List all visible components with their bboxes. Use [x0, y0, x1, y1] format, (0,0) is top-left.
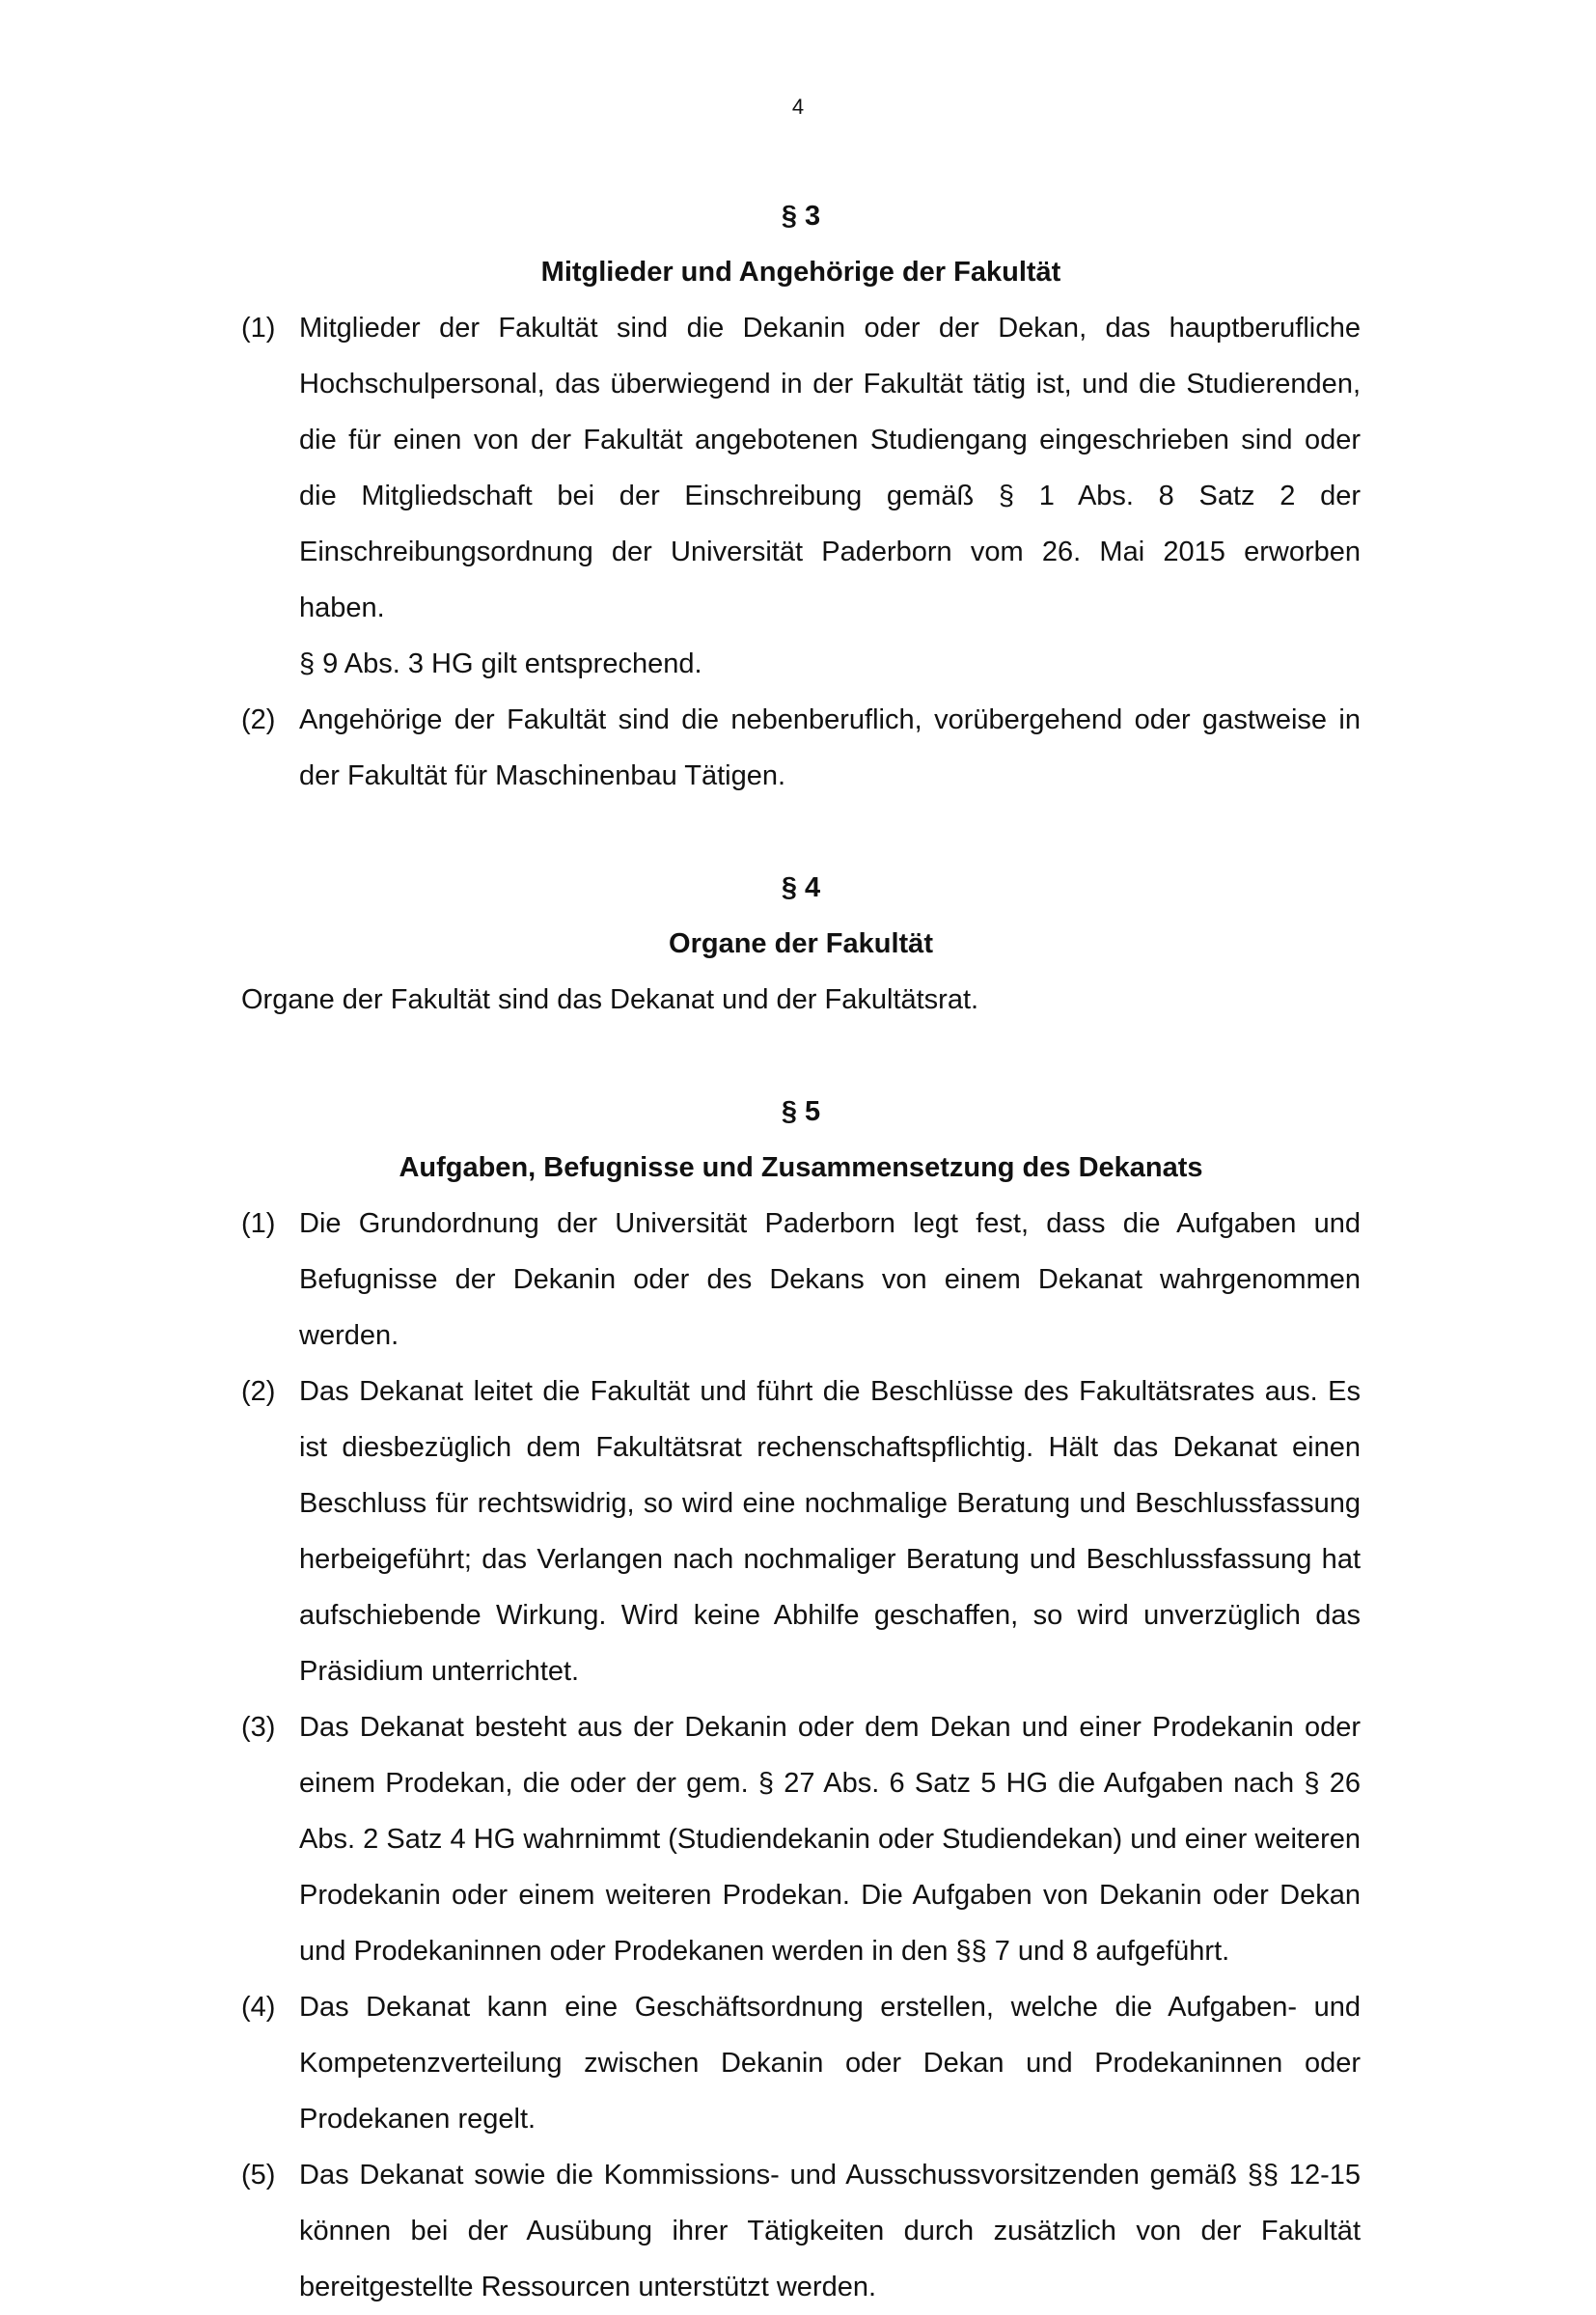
paragraph-number: (2) — [241, 1376, 276, 1407]
section-number: § 3 — [781, 201, 821, 232]
section-number: § 4 — [781, 872, 821, 903]
paragraph-number: (5) — [241, 2160, 276, 2191]
paragraph-text: Die Grundordnung der Universität Paderborn legt fest, dass die Aufgaben und Befugnisse der Dekanin oder des Dekans von einem Dekanat wahrgenommen werden. — [299, 1208, 1361, 1351]
paragraph-number: (4) — [241, 1992, 276, 2023]
paragraph-number: (1) — [241, 1208, 276, 1239]
paragraph-number: (3) — [241, 1712, 276, 1743]
document-body — [241, 188, 1361, 2315]
section-title: Aufgaben, Befugnisse und Zusammensetzung des Dekanats — [399, 1152, 1203, 1183]
paragraph-text: Das Dekanat kann eine Geschäftsordnung erstellen, welche die Aufgaben- und Kompetenzverteilung zwischen Dekanin oder Dekan und Prodekaninnen oder Prodekanen regelt. — [299, 1992, 1361, 2135]
paragraph — [241, 1364, 1361, 1699]
paragraph-text-continued: § 9 Abs. 3 HG gilt entsprechend. — [299, 648, 702, 679]
section-4 — [241, 860, 1361, 1028]
paragraph-text: Das Dekanat sowie die Kommissions- und Ausschussvorsitzenden gemäß §§ 12-15 können bei der Ausübung ihrer Tätigkeiten durch zusätzlich von der Fakultät bereitgestellte Ressourcen unterstützt werden. — [299, 2160, 1361, 2302]
paragraph — [241, 1196, 1361, 1364]
paragraph-text-block — [299, 1196, 1361, 1364]
paragraph — [241, 300, 1361, 692]
section-body-text: Organe der Fakultät sind das Dekanat und der Fakultätsrat. — [241, 984, 979, 1015]
paragraph — [241, 2147, 1361, 2315]
section-spacer — [241, 804, 1361, 860]
paragraph-text: Das Dekanat besteht aus der Dekanin oder dem Dekan und einer Prodekanin oder einem Prodekan, die oder der gem. § 27 Abs. 6 Satz 5 HG die Aufgaben nach § 26 Abs. 2 Satz 4 HG wahrnimmt (Studiendekanin oder Studiendekan) und einer weiteren Prodekanin oder einem weiteren Prodekan. Die Aufgaben von Dekanin oder Dekan und Prodekaninnen oder Prodekanen werden in den §§ 7 und 8 aufgeführt. — [299, 1712, 1361, 1967]
page-number: 4 — [791, 95, 805, 119]
paragraph-text: Das Dekanat leitet die Fakultät und führt die Beschlüsse des Fakultätsrates aus. Es ist diesbezüglich dem Fakultätsrat rechenschaftspflichtig. Hält das Dekanat einen Beschluss für rechtswidrig, so wird eine nochmalige Beratung und Beschlussfassung herbeigeführt; das Verlangen nach nochmaliger Beratung und Beschlussfassung hat aufschiebende Wirkung. Wird keine Abhilfe geschaffen, so wird unverzüglich das Präsidium unterrichtet. — [299, 1376, 1361, 1687]
section-title: Mitglieder und Angehörige der Fakultät — [540, 257, 1061, 288]
paragraph-number: (2) — [241, 704, 276, 735]
paragraph — [241, 1699, 1361, 1979]
section-title: Organe der Fakultät — [669, 928, 933, 959]
section-3 — [241, 188, 1361, 804]
paragraph-text: Mitglieder der Fakultät sind die Dekanin oder der Dekan, das hauptberufliche Hochschulpersonal, das überwiegend in der Fakultät tätig ist, und die Studierenden, die für einen von der Fakultät angebotenen Studiengang eingeschrieben sind oder die Mitgliedschaft bei der Einschreibung gemäß § 1 Abs. 8 Satz 2 der Einschreibungsordnung der Universität Paderborn vom 26. Mai 2015 erworben haben. — [299, 313, 1361, 623]
paragraph-text-block — [299, 2147, 1361, 2315]
paragraph-text-block — [299, 1364, 1361, 1699]
paragraph-text-block — [299, 1979, 1361, 2147]
paragraph-text-block — [299, 1699, 1361, 1979]
paragraph-text: Angehörige der Fakultät sind die nebenberuflich, vorübergehend oder gastweise in der Fakultät für Maschinenbau Tätigen. — [299, 704, 1361, 791]
paragraph-number: (1) — [241, 313, 276, 344]
section-number: § 5 — [781, 1096, 821, 1127]
paragraph — [241, 692, 1361, 804]
paragraph-text-block — [299, 692, 1361, 804]
section-spacer — [241, 1028, 1361, 1084]
paragraph-text-block — [299, 300, 1361, 692]
paragraph — [241, 1979, 1361, 2147]
section-5 — [241, 1084, 1361, 2315]
